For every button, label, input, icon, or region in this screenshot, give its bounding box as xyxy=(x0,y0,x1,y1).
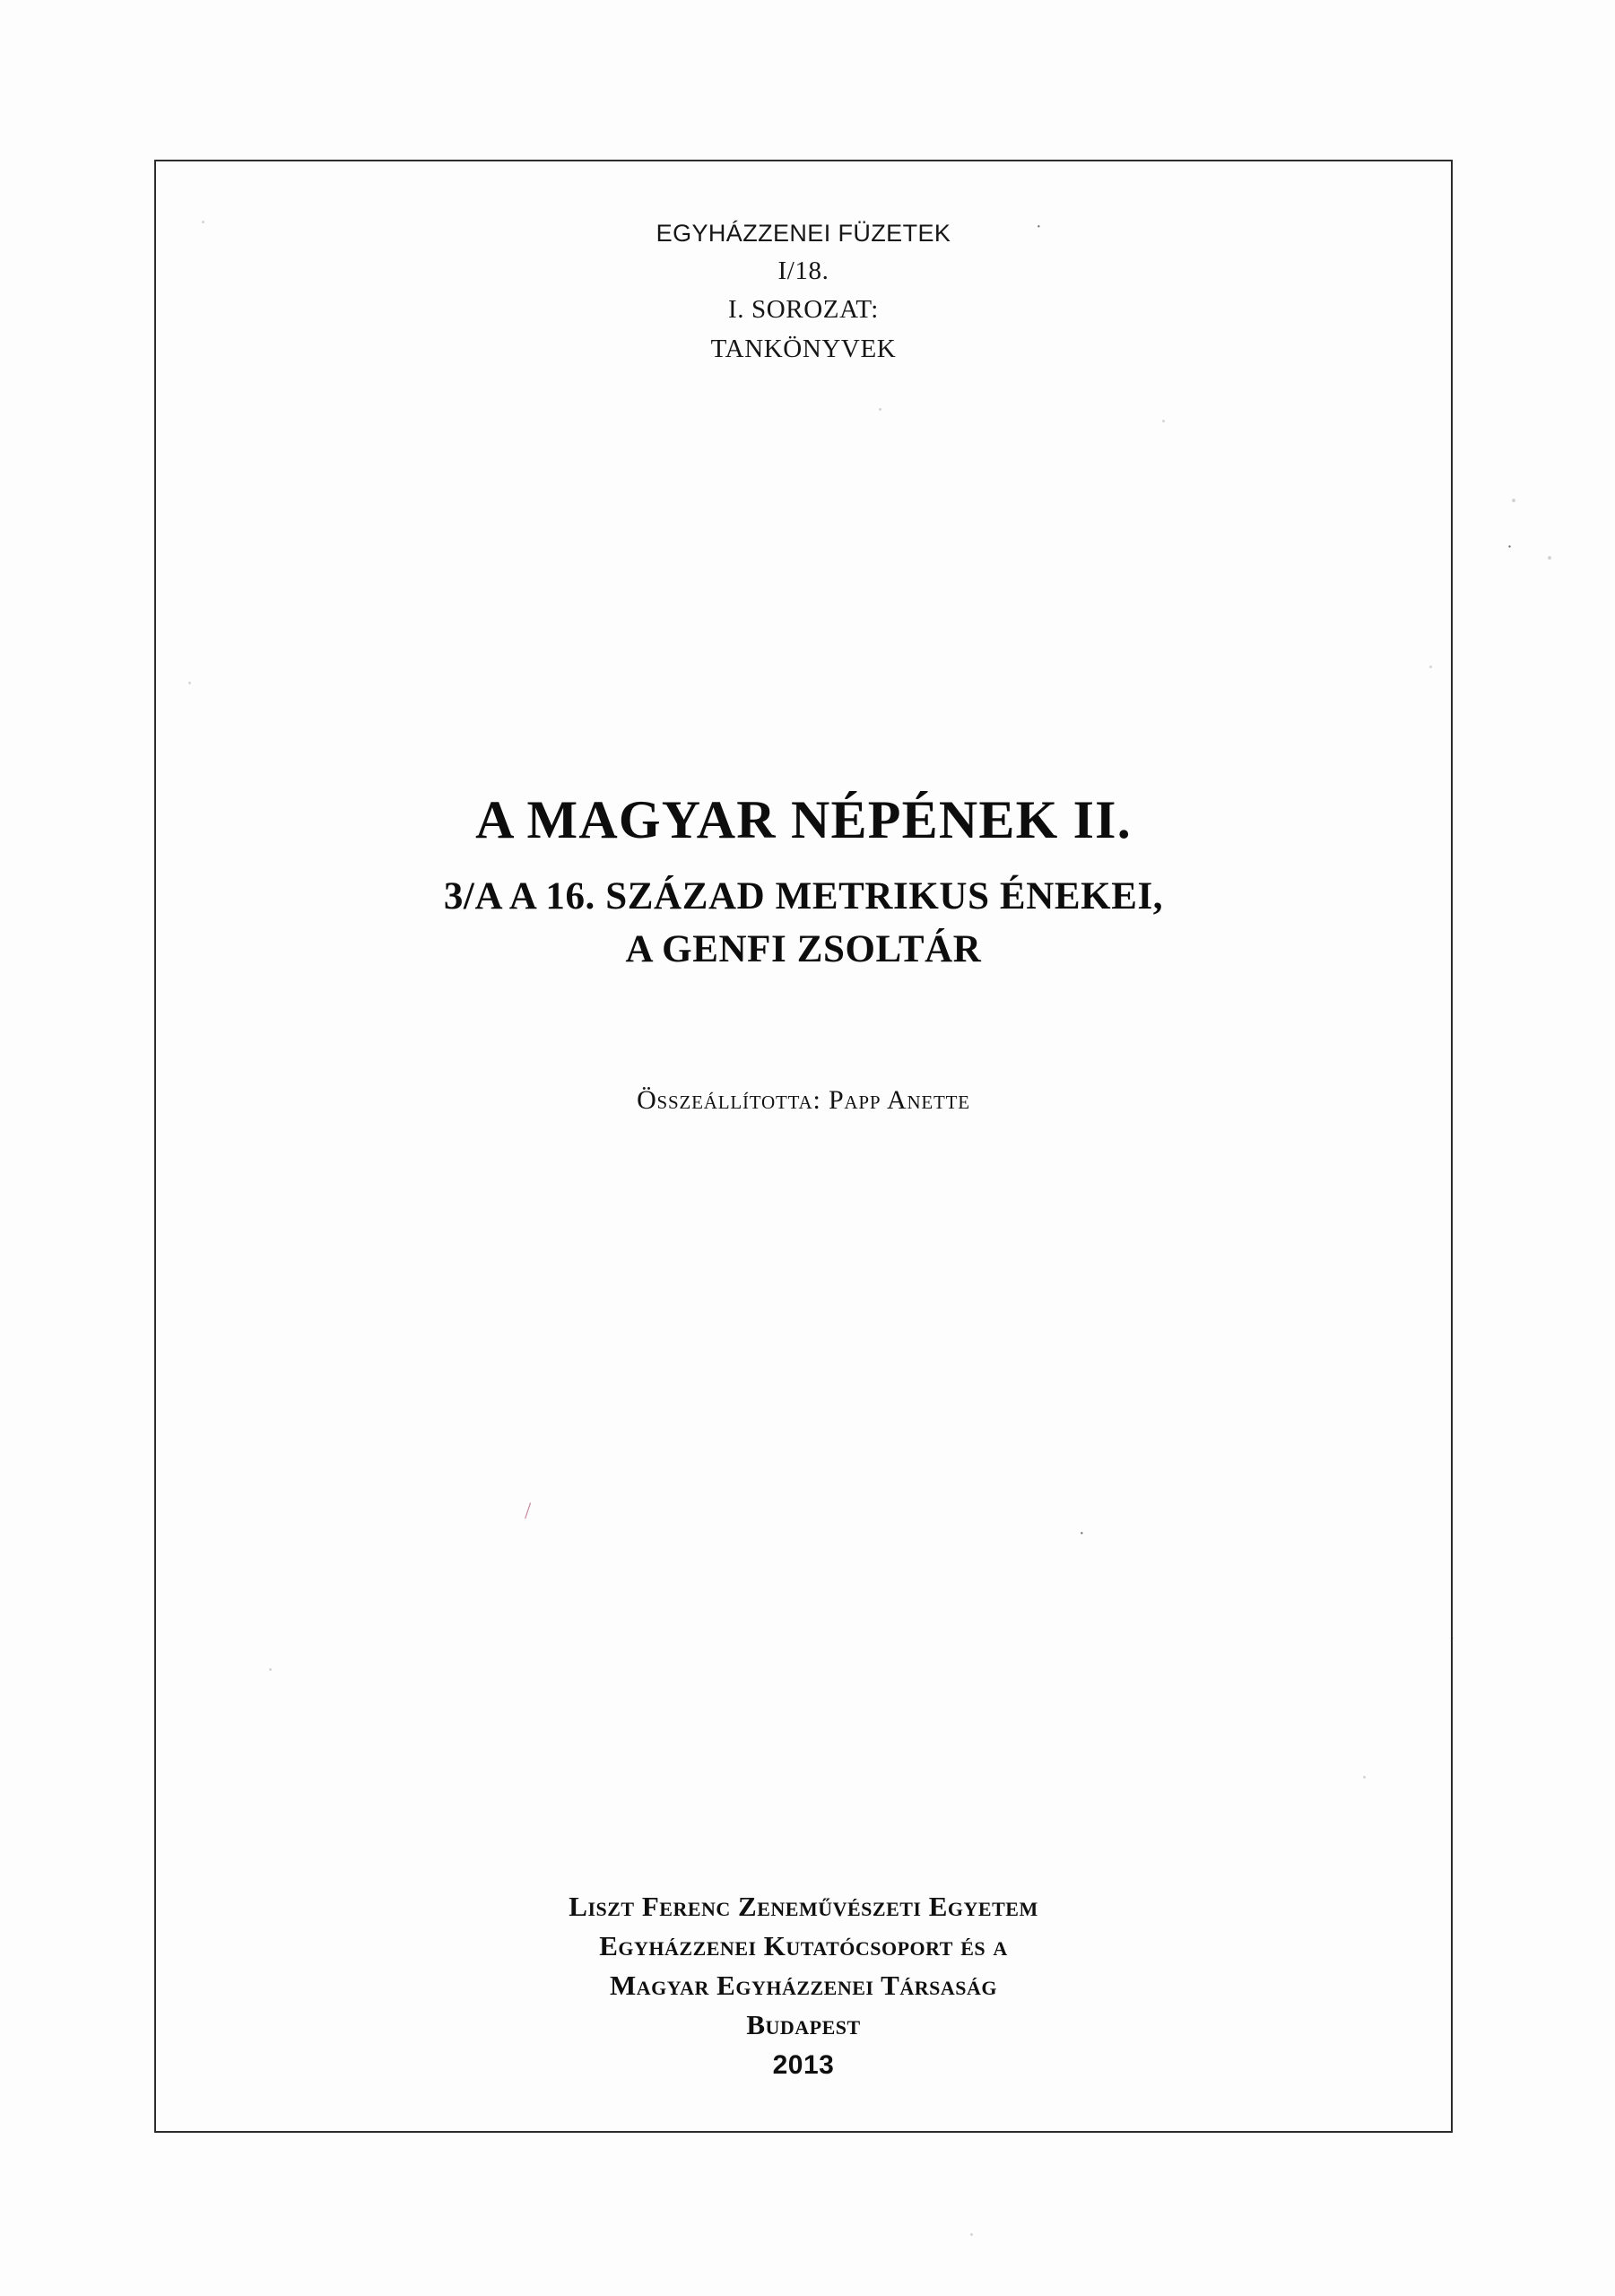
publisher-block xyxy=(156,1887,1451,2084)
compiler-credit: Összeállította: Papp Anette xyxy=(637,1085,970,1115)
scan-speck xyxy=(1548,556,1551,560)
stray-mark-top-right: · xyxy=(1036,217,1042,237)
series-category-value: TANKÖNYVEK xyxy=(710,334,897,363)
title-page-content xyxy=(156,161,1451,2131)
series-number: I/18. xyxy=(777,256,829,285)
subtitle-line-1: 3/A A 16. SZÁZAD METRIKUS ÉNEKEI, xyxy=(443,875,1164,918)
stray-mark-center: · xyxy=(1079,1524,1085,1544)
publisher-department: Egyházzenei Kutatócsoport és a xyxy=(599,1929,1008,1961)
publisher-city: Budapest xyxy=(746,2008,861,2040)
series-name: EGYHÁZZENEI FÜZETEK xyxy=(656,220,951,247)
series-block xyxy=(156,215,1451,369)
stray-mark-right-margin: · xyxy=(1504,536,1515,558)
publisher-society: Magyar Egyházzenei Társaság xyxy=(610,1969,997,2001)
series-category-label: I. SOROZAT: xyxy=(728,295,879,324)
scan-speck xyxy=(1512,499,1515,502)
page-border-frame xyxy=(154,160,1453,2133)
stray-mark-pink: / xyxy=(525,1498,532,1524)
publisher-institution: Liszt Ferenc Zeneművészeti Egyetem xyxy=(569,1890,1038,1922)
subtitle-line-2: A GENFI ZSOLTÁR xyxy=(625,928,982,971)
scan-speck xyxy=(970,2233,973,2236)
publication-year: 2013 xyxy=(772,2050,835,2080)
page-title: A MAGYAR NÉPÉNEK II. xyxy=(475,790,1132,850)
page-subtitle xyxy=(156,870,1451,977)
